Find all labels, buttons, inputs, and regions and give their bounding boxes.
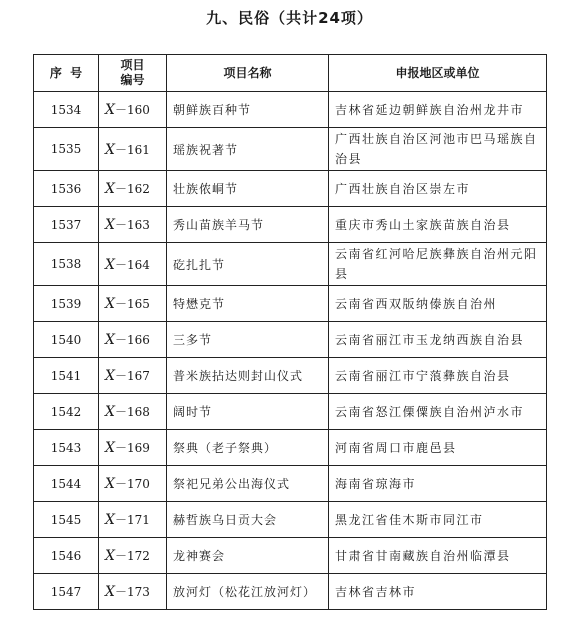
- cell-name: 阔时节: [167, 394, 329, 430]
- cell-seq: 1534: [34, 92, 99, 128]
- cell-code: [99, 243, 167, 286]
- table-row: [34, 394, 547, 430]
- cell-seq: 1536: [34, 171, 99, 207]
- code-number: －166: [114, 333, 150, 347]
- cell-name: 祭祀兄弟公出海仪式: [167, 466, 329, 502]
- cell-name: 秀山苗族羊马节: [167, 207, 329, 243]
- table-header-row: [34, 55, 547, 92]
- cell-region: 云南省丽江市玉龙纳西族自治县: [329, 322, 547, 358]
- cell-seq: 1547: [34, 574, 99, 610]
- code-prefix: X: [105, 256, 115, 273]
- cell-seq: 1541: [34, 358, 99, 394]
- cell-region: 广西壮族自治区崇左市: [329, 171, 547, 207]
- cell-code: [99, 171, 167, 207]
- cell-name: 放河灯（松花江放河灯）: [167, 574, 329, 610]
- cell-region: 云南省怒江傈僳族自治州泸水市: [329, 394, 547, 430]
- cell-region: 吉林省吉林市: [329, 574, 547, 610]
- code-prefix: X: [105, 332, 115, 348]
- cell-region: 云南省红河哈尼族彝族自治州元阳县: [329, 243, 547, 286]
- code-number: －164: [114, 257, 150, 272]
- cell-code: [99, 394, 167, 430]
- code-prefix: X: [105, 512, 115, 528]
- cell-name: 瑶族祝著节: [167, 128, 329, 171]
- code-number: －167: [114, 369, 150, 383]
- cell-region: 甘肃省甘南藏族自治州临潭县: [329, 538, 547, 574]
- cell-name: 祭典（老子祭典）: [167, 430, 329, 466]
- cell-seq: 1545: [34, 502, 99, 538]
- code-number: －172: [114, 549, 150, 563]
- cell-region: 云南省西双版纳傣族自治州: [329, 286, 547, 322]
- cell-region: 重庆市秀山土家族苗族自治县: [329, 207, 547, 243]
- table-row: [34, 286, 547, 322]
- code-prefix: X: [105, 404, 115, 420]
- cell-name: 矻扎扎节: [167, 243, 329, 286]
- code-prefix: X: [105, 102, 115, 118]
- cell-code: [99, 92, 167, 128]
- code-prefix: X: [105, 141, 115, 158]
- cell-name: 普米族拈达则封山仪式: [167, 358, 329, 394]
- code-prefix: X: [105, 181, 115, 197]
- cell-code: [99, 207, 167, 243]
- table-row: [34, 171, 547, 207]
- header-seq: 序 号: [34, 55, 99, 92]
- code-prefix: X: [105, 296, 115, 312]
- cell-name: 壮族侬峒节: [167, 171, 329, 207]
- cell-seq: 1539: [34, 286, 99, 322]
- cell-code: [99, 358, 167, 394]
- table-row: [34, 322, 547, 358]
- table-row: [34, 92, 547, 128]
- cell-code: [99, 430, 167, 466]
- cell-seq: 1546: [34, 538, 99, 574]
- table-row: [34, 574, 547, 610]
- cell-seq: 1542: [34, 394, 99, 430]
- table-row: [34, 430, 547, 466]
- cell-code: [99, 574, 167, 610]
- code-prefix: X: [105, 476, 115, 492]
- code-number: －165: [114, 297, 150, 311]
- table-row: [34, 243, 547, 286]
- cell-code: [99, 128, 167, 171]
- cell-name: 朝鲜族百种节: [167, 92, 329, 128]
- heritage-list-table: [33, 54, 547, 610]
- cell-seq: 1535: [34, 128, 99, 171]
- cell-name: 龙神赛会: [167, 538, 329, 574]
- table-row: [34, 538, 547, 574]
- table-row: [34, 207, 547, 243]
- cell-code: [99, 322, 167, 358]
- cell-region: 吉林省延边朝鲜族自治州龙井市: [329, 92, 547, 128]
- cell-seq: 1538: [34, 243, 99, 286]
- cell-name: 三多节: [167, 322, 329, 358]
- code-number: －170: [114, 477, 150, 491]
- cell-code: [99, 466, 167, 502]
- cell-name: 赫哲族乌日贡大会: [167, 502, 329, 538]
- cell-region: 海南省琼海市: [329, 466, 547, 502]
- code-prefix: X: [105, 584, 115, 600]
- cell-seq: 1540: [34, 322, 99, 358]
- code-prefix: X: [105, 368, 115, 384]
- table-row: [34, 466, 547, 502]
- cell-code: [99, 502, 167, 538]
- header-code: 项目 编号: [99, 55, 167, 92]
- code-number: －160: [114, 103, 150, 117]
- page-title: 九、民俗（共计24项）: [206, 9, 373, 27]
- cell-region: 河南省周口市鹿邑县: [329, 430, 547, 466]
- table-row: [34, 128, 547, 171]
- cell-code: [99, 538, 167, 574]
- code-number: －171: [114, 513, 150, 527]
- code-prefix: X: [105, 440, 115, 456]
- cell-region: 云南省丽江市宁蒗彝族自治县: [329, 358, 547, 394]
- cell-name: 特懋克节: [167, 286, 329, 322]
- code-number: －169: [114, 441, 150, 455]
- code-number: －162: [114, 182, 150, 196]
- table-row: [34, 502, 547, 538]
- code-prefix: X: [105, 548, 115, 564]
- code-number: －163: [114, 218, 150, 232]
- table-row: [34, 358, 547, 394]
- cell-region: 广西壮族自治区河池市巴马瑶族自治县: [329, 128, 547, 171]
- cell-region: 黑龙江省佳木斯市同江市: [329, 502, 547, 538]
- cell-seq: 1537: [34, 207, 99, 243]
- code-number: －168: [114, 405, 150, 419]
- cell-seq: 1543: [34, 430, 99, 466]
- code-number: －161: [114, 142, 150, 157]
- cell-seq: 1544: [34, 466, 99, 502]
- header-region: 申报地区或单位: [329, 55, 547, 92]
- code-prefix: X: [105, 217, 115, 233]
- cell-code: [99, 286, 167, 322]
- header-name: 项目名称: [167, 55, 329, 92]
- table-body: [34, 92, 547, 610]
- code-number: －173: [114, 585, 150, 599]
